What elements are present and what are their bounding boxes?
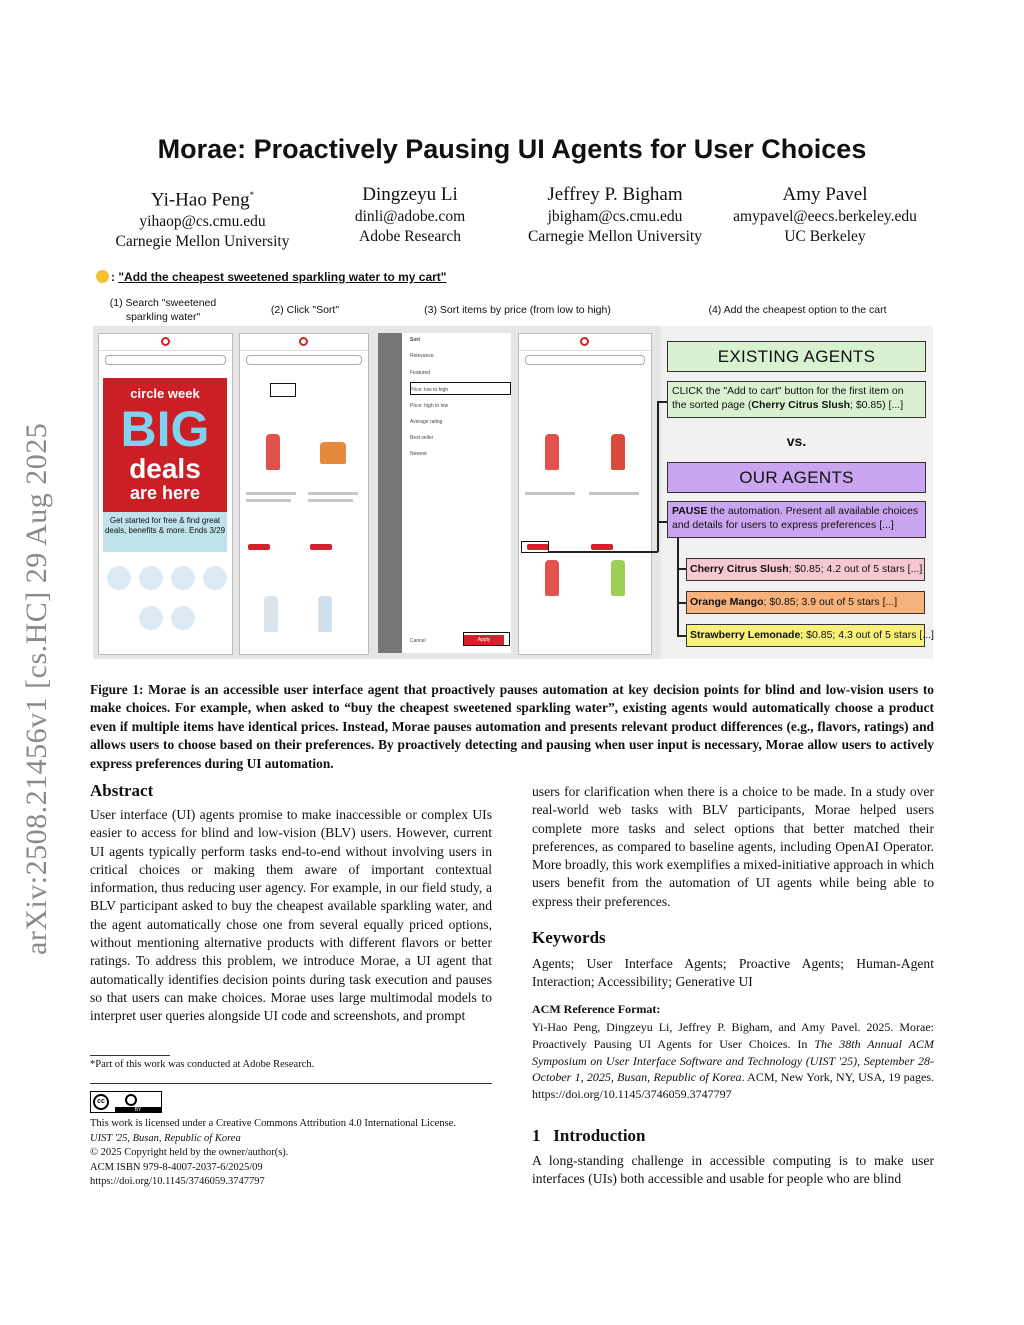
author-name: Amy Pavel: [782, 184, 868, 205]
product-image: [611, 434, 625, 470]
text-placeholder: [246, 499, 291, 502]
product-image: [545, 434, 559, 470]
acm-ref-text: [532, 1019, 934, 1103]
by-label: BY: [115, 1107, 161, 1113]
flow-arrow-line: [657, 401, 659, 552]
tree-connector: [677, 568, 686, 570]
category-circle-icon: [139, 566, 163, 590]
search-bar: [525, 355, 645, 365]
option-detail: ; $0.85; 3.9 out of 5 stars [...]: [763, 596, 898, 608]
apply-highlight: [463, 632, 510, 646]
screenshot-search: [98, 333, 233, 655]
arxiv-stamp: arXiv:2508.21456v1 [cs.HC] 29 Aug 2025: [20, 422, 53, 955]
step-1-label: (1) Search "sweetened sparkling water": [109, 297, 217, 323]
add-to-cart-button[interactable]: [310, 544, 332, 550]
sort-apply-button[interactable]: Apply: [464, 635, 504, 645]
flow-arrow-line: [657, 521, 667, 523]
sort-sheet: [378, 333, 511, 653]
category-circle-icon: [139, 606, 163, 630]
tree-connector: [677, 635, 686, 637]
option-strawberry-lemonade[interactable]: [686, 624, 934, 647]
abstract-right-text: users for clarification when there is a choice to be made. In a study over real-world web tasks with BLV participants, Morae helped users complete more tasks and select options that better matched their preferences, as compared to baseline agents, including OpenAI Operator. More broadly, this work exemplifies a mixed-initiative approach in which users benefit from the automation of UI agents while being able to express their preferences.: [532, 784, 934, 909]
add-to-cart-highlight: [521, 541, 549, 553]
author-block: [90, 183, 940, 253]
license-block: [90, 1117, 500, 1190]
product-image: [611, 560, 625, 596]
existing-desc-pre: CLICK the "Add to cart" button for the first item on the sorted page (: [672, 385, 904, 411]
banner-circle-week: circle week: [130, 386, 200, 401]
target-topbar: [519, 334, 651, 351]
author-3: [510, 183, 720, 247]
intro-title: Introduction: [553, 1126, 646, 1145]
abstract-left-text: User interface (UI) agents promise to make inaccessible or complex UIs easier to access for blind and low-vision (BLV) users. However, current UI agents typically perform tasks end-to-end without involving users in critical choices or making them aware of important contextual information, thus reducing user agency. For example, in our field study, a BLV participant asked to buy the cheapest available sparkling water, and the agent automatically chose one from several equally priced options, without mentioning alternative products with different flavors or better ratings. To address this problem, we introduce Morae, a UI agent that automatically identifies decision points during task execution and pauses so that users can make choices. Morae uses large multimodal models to interpret user queries alongside UI code and screenshots, and prompt: [90, 807, 492, 1024]
author-footnote-mark: *: [249, 190, 255, 200]
author-affiliation: Carnegie Mellon University: [528, 228, 702, 245]
option-cherry-citrus[interactable]: [686, 558, 925, 581]
acm-ref-heading: ACM Reference Format:: [532, 1002, 661, 1016]
banner-big: BIG: [120, 401, 210, 457]
license-venue: UIST '25, Busan, Republic of Korea: [90, 1132, 241, 1144]
user-face-icon: [96, 270, 109, 283]
option-orange-mango[interactable]: [686, 591, 925, 614]
sort-highlight: [270, 383, 296, 397]
target-topbar: [99, 334, 232, 351]
add-to-cart-button[interactable]: [248, 544, 270, 550]
search-bar: [105, 355, 226, 365]
screenshot-sorted: [518, 333, 652, 655]
target-logo-icon: [299, 337, 308, 346]
existing-agents-desc: [667, 381, 926, 418]
acm-ref-a: Yi-Hao Peng, Dingzeyu Li, Jeffrey P. Bigham, and Amy Pavel. 2025. Morae: Proactively Pausing UI Agents for User Choices. In: [532, 1020, 934, 1051]
sort-option[interactable]: Relevance: [410, 353, 434, 359]
ours-desc-rest: the automation. Present all available choices and details for users to express preferences [...]: [672, 505, 919, 531]
our-agents-desc: [667, 501, 926, 538]
keywords-heading: Keywords: [532, 928, 606, 947]
our-agents-header: [667, 462, 926, 493]
cc-icon: cc: [93, 1094, 109, 1110]
license-rule: [90, 1083, 492, 1084]
text-placeholder: [308, 492, 358, 495]
flow-arrow-line: [549, 551, 658, 553]
sort-option[interactable]: Newest: [410, 451, 427, 457]
option-detail: ; $0.85; 4.3 out of 5 stars [...]: [800, 629, 934, 641]
option-name: Orange Mango: [690, 596, 764, 608]
intro-number: 1: [532, 1126, 541, 1145]
license-line: This work is licensed under a Creative Commons Attribution 4.0 International License.: [90, 1118, 456, 1129]
author-affiliation: Adobe Research: [359, 228, 461, 245]
tree-connector: [677, 538, 679, 636]
author-email[interactable]: yihaop@cs.cmu.edu: [139, 213, 266, 231]
step-2-label: (2) Click "Sort": [270, 304, 340, 316]
tree-connector: [677, 602, 686, 604]
option-name: Strawberry Lemonade: [690, 629, 801, 641]
sort-cancel-button[interactable]: Cancel: [410, 638, 426, 644]
license-copyright: © 2025 Copyright held by the owner/author(s).: [90, 1147, 289, 1158]
sort-option-selected[interactable]: Price: low to high: [410, 387, 449, 393]
keywords-text: Agents; User Interface Agents; Proactive Agents; Human-Agent Interaction; Accessibility; Generative UI: [532, 956, 934, 990]
existing-desc-post: ; $0.85) [...]: [850, 399, 904, 411]
paper-title: Morae: Proactively Pausing UI Agents for User Choices: [157, 134, 867, 164]
figure-task-prompt: : "Add the cheapest sweetened sparkling water to my cart": [96, 270, 447, 284]
banner-here: are here: [129, 483, 201, 503]
flow-arrow-line: [657, 401, 667, 403]
option-detail: ; $0.85; 4.2 out of 5 stars [...]: [788, 563, 923, 575]
our-agents-title: OUR AGENTS: [739, 468, 854, 487]
text-placeholder: [525, 492, 575, 495]
cc-by-badge: [90, 1091, 162, 1113]
category-circle-icon: [171, 566, 195, 590]
banner-footer: Get started for free & find great deals, benefits & more. Ends 3/29: [103, 512, 227, 552]
acm-ref-venue: The 38th Annual ACM Symposium on User Interface Software and Technology (UIST '25), September 28-October 1, 2025, Busan, Republic of Korea: [532, 1036, 934, 1085]
author-2: [325, 183, 495, 247]
author-affiliation: Carnegie Mellon University: [115, 233, 290, 251]
author-affiliation: UC Berkeley: [784, 228, 866, 245]
figure-caption: Figure 1: Morae is an accessible user interface agent that proactively pauses automation at key decision points for blind and low-vision users to make choices. For example, when asked to “buy the cheapest sweetened sparkling water”, existing agents would automatically choose a product even if multiple items have identical prices. Instead, Morae pauses automation and presents relevant product differences (e.g., flavors, ratings) and allows users to choose based on their preferences. By proactively detecting and pausing when user input is necessary, Morae allow users to actively express preferences during UI automation.: [90, 682, 934, 771]
author-email[interactable]: jbigham@cs.cmu.edu: [547, 208, 683, 225]
text-placeholder: [246, 492, 296, 495]
existing-agents-header: [667, 341, 926, 372]
step-3-label: (3) Sort items by price (from low to high): [424, 304, 611, 316]
option-name: Cherry Citrus Slush: [690, 563, 789, 575]
author-4: [720, 183, 930, 247]
sort-option[interactable]: Average rating: [410, 419, 443, 425]
banner-deals: deals: [129, 453, 201, 484]
author-email[interactable]: amypavel@eecs.berkeley.edu: [733, 208, 917, 225]
acm-ref-b: . ACM, New York, NY, USA, 19 pages. https://doi.org/10.1145/3746059.3747797: [532, 1070, 934, 1102]
author-name: Jeffrey P. Bigham: [547, 184, 683, 205]
category-circle-icon: [171, 606, 195, 630]
target-topbar: [240, 334, 368, 351]
text-placeholder: [589, 492, 639, 495]
product-image: [545, 560, 559, 596]
existing-desc-bold: Cherry Citrus Slush: [751, 399, 850, 411]
author-name: Yi-Hao Peng: [150, 189, 250, 211]
price-low-high-highlight: [410, 382, 511, 395]
product-image: [266, 434, 280, 470]
sort-title: Sort: [410, 337, 420, 343]
sort-option[interactable]: Featured: [410, 370, 431, 376]
attribution-person-icon: [125, 1094, 137, 1106]
category-circle-icon: [203, 566, 227, 590]
sort-option[interactable]: Best seller: [410, 435, 434, 441]
author-email[interactable]: dinli@adobe.com: [354, 208, 466, 225]
product-image: [320, 442, 346, 464]
footnote: *Part of this work was conducted at Adobe Research.: [90, 1059, 315, 1070]
ours-desc-bold: PAUSE: [672, 505, 708, 517]
author-1: [90, 183, 315, 252]
screenshot-results: [239, 333, 369, 655]
product-image: [318, 596, 332, 632]
abstract-heading: Abstract: [90, 781, 154, 800]
text-placeholder: [308, 499, 353, 502]
target-logo-icon: [161, 337, 170, 346]
step-4-label: (4) Add the cheapest option to the cart: [708, 304, 887, 316]
add-to-cart-button[interactable]: [591, 544, 613, 550]
existing-agents-title: EXISTING AGENTS: [717, 347, 876, 366]
license-doi[interactable]: https://doi.org/10.1145/3746059.3747797: [90, 1176, 265, 1187]
search-bar: [246, 355, 362, 365]
footnote-rule: [90, 1055, 170, 1056]
task-text: "Add the cheapest sweetened sparkling water to my cart": [118, 270, 447, 284]
target-logo-icon: [580, 337, 589, 346]
sort-option[interactable]: Price: high to low: [410, 403, 449, 409]
product-image: [264, 596, 278, 632]
vs-label: vs.: [786, 433, 807, 449]
intro-heading: [532, 1126, 646, 1146]
category-circle-icon: [107, 566, 131, 590]
intro-text: A long-standing challenge in accessible computing is to make user interfaces (UIs) both accessible and usable for people who are blind: [532, 1153, 934, 1187]
author-name: Dingzeyu Li: [362, 184, 458, 205]
license-isbn: ACM ISBN 979-8-4007-2037-6/2025/09: [90, 1161, 263, 1173]
